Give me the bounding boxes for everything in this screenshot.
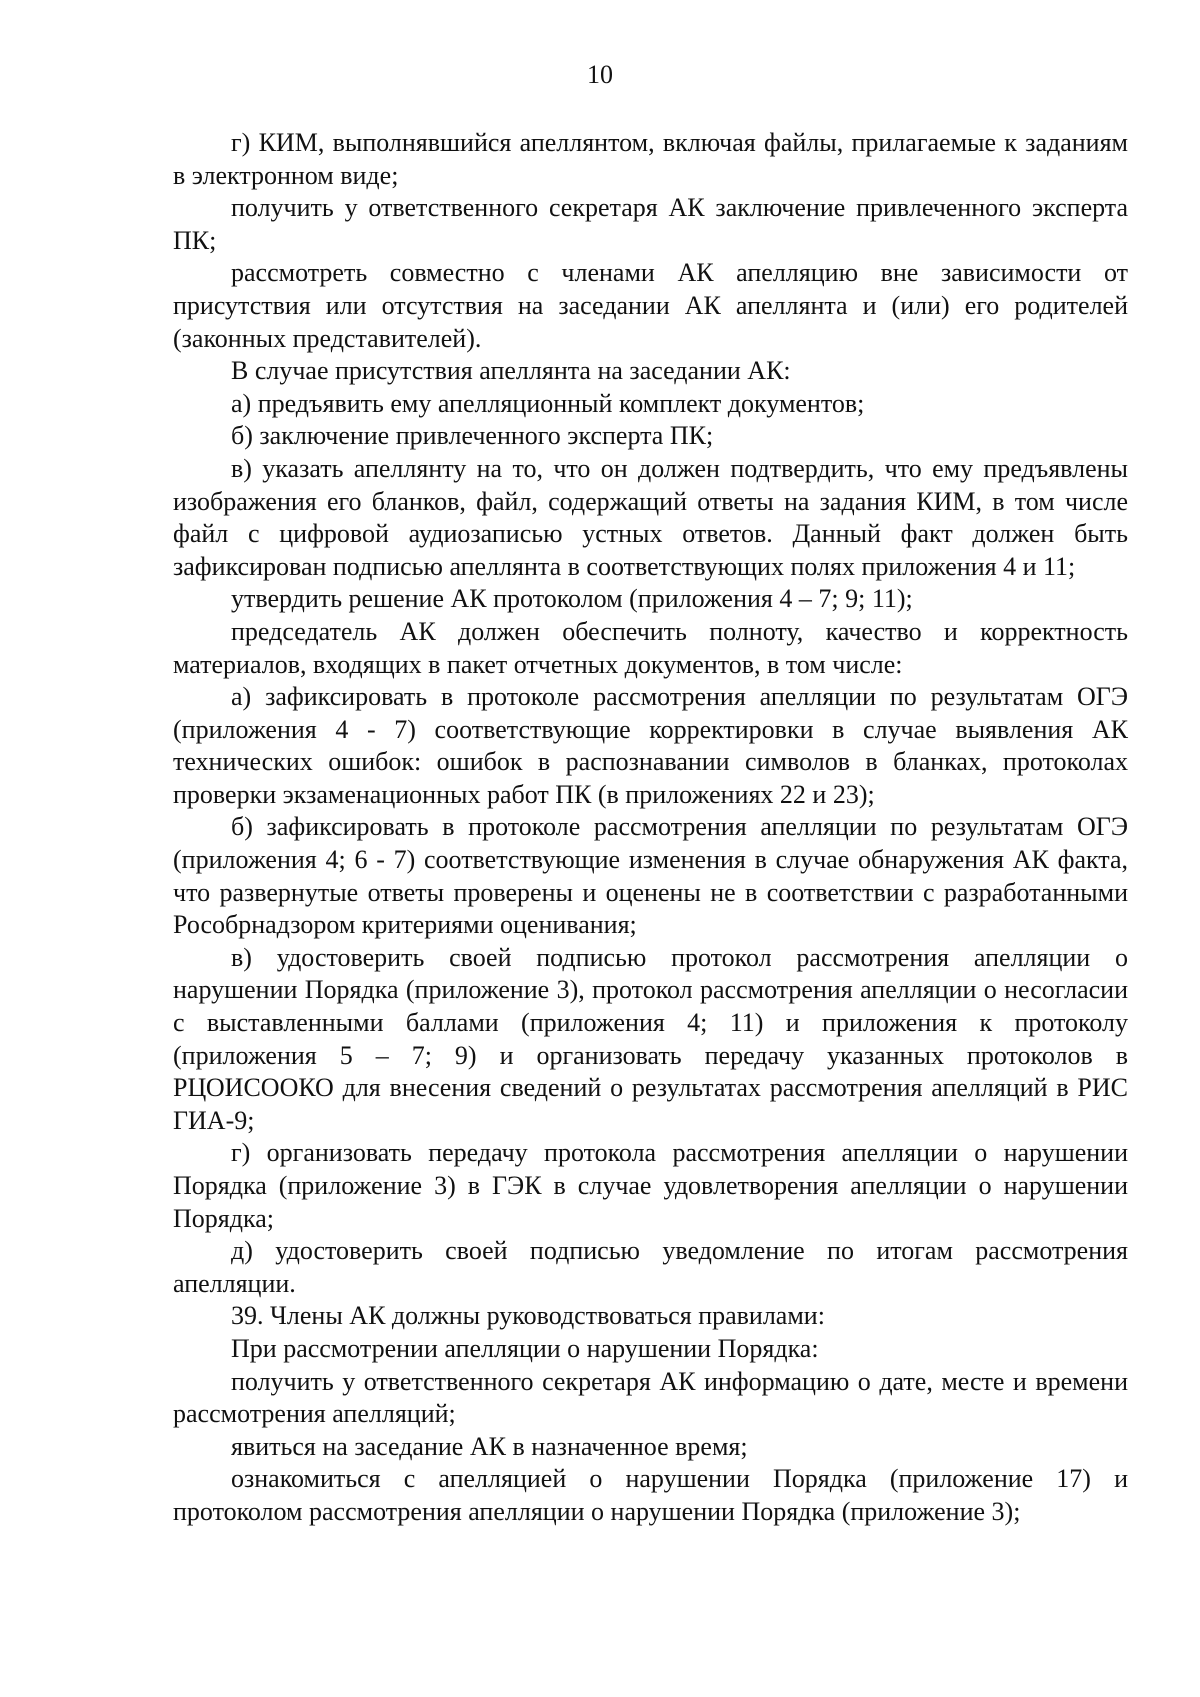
document-body <box>173 127 1128 1529</box>
paragraph: г) КИМ, выполнявшийся апеллянтом, включая файлы, прилагаемые к заданиям в электронном виде; <box>173 128 1128 190</box>
paragraph: рассмотреть совместно с членами АК апелляцию вне зависимости от присутствия или отсутствия на заседании АК апеллянта и (или) его родителей (законных представителей). <box>173 258 1128 353</box>
paragraph: получить у ответственного секретаря АК заключение привлеченного эксперта ПК; <box>173 193 1128 255</box>
paragraph: явиться на заседание АК в назначенное время; <box>231 1431 748 1461</box>
paragraph: д) удостоверить своей подписью уведомление по итогам рассмотрения апелляции. <box>173 1236 1128 1298</box>
paragraph: получить у ответственного секретаря АК информацию о дате, месте и времени рассмотрения апелляций; <box>173 1366 1128 1429</box>
paragraph: в) удостоверить своей подписью протокол рассмотрения апелляции о нарушении Порядка (приложение 3), протокол рассмотрения апелляции о несогласии с выставленными баллами (приложения 4; 11) и приложения к протоколу (приложения 5 – 7; 9) и организовать передачу указанных протоколов в РЦОИСООКО для внесения сведений о результатах рассмотрения апелляций в РИС ГИА-9; <box>173 942 1128 1135</box>
paragraph: председатель АК должен обеспечить полноту, качество и корректность материалов, входящих в пакет отчетных документов, в том числе: <box>173 616 1128 679</box>
page-number: 10 <box>587 60 613 89</box>
paragraph: а) зафиксировать в протоколе рассмотрения апелляции по результатам ОГЭ (приложения 4 - 7) соответствующие корректировки в случае выявления АК технических ошибок: ошибок в распознавании символов в бланках, протоколах проверки экзаменационных работ ПК (в приложениях 22 и 23); <box>173 682 1128 809</box>
paragraph: ознакомиться с апелляцией о нарушении Порядка (приложение 17) и протоколом рассмотрения апелляции о нарушении Порядка (приложение 3); <box>173 1464 1128 1526</box>
paragraph: б) зафиксировать в протоколе рассмотрения апелляции по результатам ОГЭ (приложения 4; 6 - 7) соответствующие изменения в случае обнаружения АК факта, что развернутые ответы проверены и оценены не в соответствии с разработанными Рособрнадзором критериями оценивания; <box>173 812 1128 940</box>
paragraph: б) заключение привлеченного эксперта ПК; <box>231 421 714 451</box>
paragraph: утвердить решение АК протоколом (приложения 4 – 7; 9; 11); <box>231 584 913 614</box>
paragraph: а) предъявить ему апелляционный комплект документов; <box>231 388 865 418</box>
paragraph: В случае присутствия апеллянта на заседании АК: <box>231 356 791 386</box>
paragraph: г) организовать передачу протокола рассмотрения апелляции о нарушении Порядка (приложение 3) в ГЭК в случае удовлетворения апелляции о нарушении Порядка; <box>173 1138 1128 1233</box>
paragraph: При рассмотрении апелляции о нарушении Порядка: <box>231 1333 819 1363</box>
paragraph: 39. Члены АК должны руководствоваться правилами: <box>231 1301 825 1331</box>
paragraph: в) указать апеллянту на то, что он должен подтвердить, что ему предъявлены изображения его бланков, файл, содержащий ответы на задания КИМ, в том числе файл с цифровой аудиозаписью устных ответов. Данный факт должен быть зафиксирован подписью апеллянта в соответствующих полях приложения 4 и 11; <box>173 453 1128 581</box>
